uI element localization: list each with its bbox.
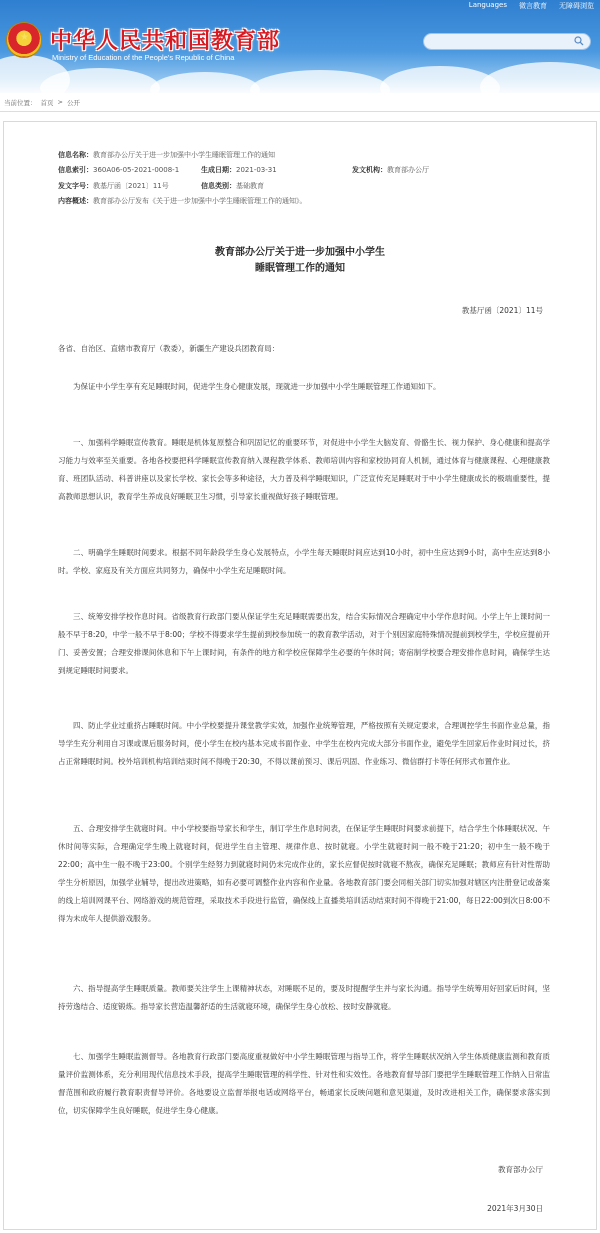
- divider: [0, 111, 600, 112]
- weiyan-link[interactable]: 微言教育: [519, 2, 547, 10]
- search-input[interactable]: [423, 33, 591, 50]
- meta-label: 内容概述：: [58, 197, 93, 206]
- paragraph: 为保证中小学生享有充足睡眠时间，促进学生身心健康发展，现就进一步加强中小学生睡眠管理工作通知如下。: [73, 382, 441, 391]
- meta-doc-no: 教基厅函〔2021〕11号: [93, 181, 169, 190]
- document-title: 教育部办公厅关于进一步加强中小学生: [215, 247, 385, 258]
- breadcrumb-prefix: 当前位置：: [4, 99, 37, 107]
- languages-link[interactable]: Languages: [468, 1, 507, 9]
- paragraph: 五、合理安排学生就寝时间。中小学校要指导家长和学生，制订学生作息时间表，在保证学生睡眠时间要求前提下，结合学生个体睡眠状况、午休时间等实际，合理确定学生晚上就寝时间，促进学生自主管理、规律作息、按时就寝。小学生就寝时间一般不晚于21:20；初中生一般不晚于22:00；高中生一般不晚于23:00。个别学生经努力到就寝时间仍未完成作业的，家长应督促按时就寝不熬夜，确保充足睡眠；教师应有针对性帮助学生分析原因，加强学业辅导，提出改进策略，如有必要可调整作业内容和作业量。各地教育部门要会同相关部门切实加强对辖区内注册登记或备案的线上培训网课平台、网络游戏的规范管理，采取技术手段进行监管，确保线上直播类培训活动结束时间不得晚于21:00，每日22:00到次日8:00不得为未成年人提供游戏服务。: [58, 824, 550, 923]
- breadcrumb-home[interactable]: 首页: [40, 99, 54, 107]
- site-header: [0, 0, 600, 93]
- meta-label: 信息类别：: [201, 181, 236, 190]
- top-nav: [469, 1, 594, 11]
- meta-label: 发文机构：: [352, 166, 387, 175]
- site-title-en: Ministry of Education of the People's Republic of China: [52, 53, 235, 62]
- meta-info-name: 教育部办公厅关于进一步加强中小学生睡眠管理工作的通知: [93, 150, 275, 159]
- recipients: 各省、自治区、直辖市教育厅（教委），新疆生产建设兵团教育局：: [58, 344, 280, 353]
- paragraph: 一、加强科学睡眠宣传教育。睡眠是机体复原整合和巩固记忆的重要环节，对促进中小学生大脑发育、骨骼生长、视力保护、身心健康和提高学习能力与效率至关重要。各地各校要把科学睡眠宣传教育纳入课程教学体系、教师培训内容和家校协同育人机制，通过体育与健康课程、心理健康教育、班团队活动、科普讲座以及家长学校、家长会等多种途径，大力普及科学睡眠知识，广泛宣传充足睡眠对于中小学生健康成长的极端重要性，提高教师思想认识，教育学生养成良好睡眠卫生习惯，引导家长重视做好孩子睡眠管理。: [58, 438, 550, 501]
- meta-category: 基础教育: [236, 181, 264, 190]
- search-icon[interactable]: [574, 36, 584, 46]
- meta-index: 360A06-05-2021-0008-1: [93, 166, 180, 175]
- signature: 教育部办公厅: [498, 1165, 543, 1174]
- document-title-line2: 睡眠管理工作的通知: [255, 263, 345, 274]
- breadcrumb-public[interactable]: 公开: [66, 99, 80, 107]
- site-title-cn[interactable]: 中华人民共和国教育部: [50, 28, 281, 54]
- meta-date: 2021-03-31: [236, 166, 277, 175]
- paragraph: 七、加强学生睡眠监测督导。各地教育行政部门要高度重视做好中小学生睡眠管理与指导工作，将学生睡眠状况纳入学生体质健康监测和教育质量评价监测体系，充分利用现代信息技术手段，提高学生睡眠管理的科学性、针对性和实效性。各地教育督导部门要把学生睡眠管理工作纳入日常监督范围和政府履行教育职责督导评价。各地要设立监督举报电话或网络平台，畅通家长反映问题和意见渠道，及时改进相关工作，确保要求落实到位，切实保障学生良好睡眠，促进学生身心健康。: [58, 1052, 550, 1115]
- meta-summary: 教育部办公厅发布《关于进一步加强中小学生睡眠管理工作的通知》。: [93, 197, 307, 206]
- document-number: 教基厅函〔2021〕11号: [461, 306, 543, 315]
- paragraph: 六、指导提高学生睡眠质量。教师要关注学生上课精神状态，对睡眠不足的，要及时提醒学生并与家长沟通。指导学生统筹用好回家后时间，坚持劳逸结合、适度锻炼。指导家长营造温馨舒适的生活就寝环境，确保学生身心放松、按时安静就寝。: [58, 984, 550, 1011]
- sign-date: 2021年3月30日: [487, 1204, 543, 1213]
- paragraph: 二、明确学生睡眠时间要求。根据不同年龄段学生身心发展特点，小学生每天睡眠时间应达到10小时，初中生应达到9小时，高中生应达到8小时。学校、家庭及有关方面应共同努力，确保中小学生充足睡眠时间。: [58, 548, 550, 575]
- breadcrumb-separator: >: [57, 98, 63, 106]
- document-meta: [58, 147, 548, 209]
- meta-label: 信息索引：: [58, 166, 93, 175]
- meta-label: 信息名称：: [58, 150, 93, 159]
- meta-issuer: 教育部办公厅: [387, 166, 429, 175]
- accessibility-link[interactable]: 无障碍浏览: [559, 2, 594, 10]
- national-emblem-icon: ★: [6, 22, 42, 58]
- meta-label: 生成日期：: [201, 166, 236, 175]
- paragraph: 三、统筹安排学校作息时间。省级教育行政部门要从保证学生充足睡眠需要出发，结合实际情况合理确定中小学作息时间。小学上午上课时间一般不早于8:20，中学一般不早于8:00；学校不得要求学生提前到校参加统一的教育教学活动，对于个别因家庭特殊情况提前到校学生，学校应提前开门、妥善安置；合理安排课间休息和下午上课时间，有条件的地方和学校应保障学生必要的午休时间；寄宿制学校要合理安排作息时间，确保学生达到规定睡眠时间要求。: [58, 612, 550, 675]
- meta-label: 发文字号：: [58, 181, 93, 190]
- paragraph: 四、防止学业过重挤占睡眠时间。中小学校要提升课堂教学实效，加强作业统筹管理，严格按照有关规定要求，合理调控学生书面作业总量，指导学生充分利用自习课或课后服务时间，使小学生在校内基本完成书面作业、中学生在校内完成大部分书面作业，避免学生回家后作业时间过长，挤占正常睡眠时间。校外培训机构培训结束时间不得晚于20:30，不得以课前预习、课后巩固、作业练习、微信群打卡等任何形式布置作业。: [58, 721, 550, 766]
- breadcrumb: [4, 98, 80, 107]
